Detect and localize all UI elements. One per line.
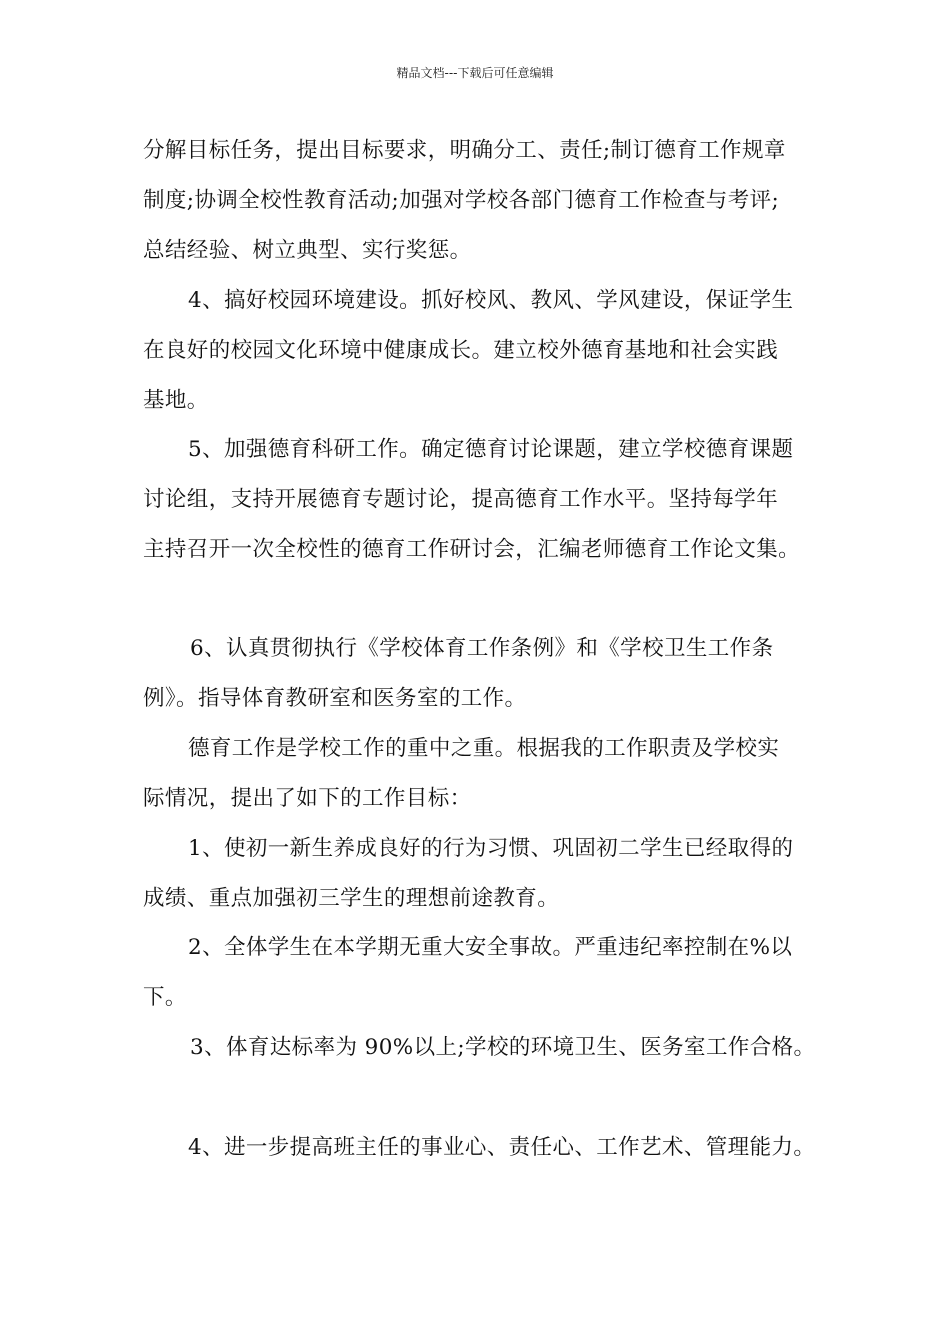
body-text-line: 际情况，提出了如下的工作目标： [143,786,472,811]
body-text-line: 制度;协调全校性教育活动;加强对学校各部门德育工作检查与考评; [143,188,780,213]
body-text-line: 5、加强德育科研工作。确定德育讨论课题，建立学校德育课题 [188,437,794,462]
body-text-line: 成绩、重点加强初三学生的理想前途教育。 [143,886,560,911]
page-header: 精品文档---下载后可任意编辑 [396,66,554,80]
body-text-line: 总结经验、树立典型、实行奖惩。 [143,238,472,263]
body-text-line: 基地。 [143,388,209,413]
body-text-line: 3、体育达标率为 90%以上;学校的环境卫生、医务室工作合格。 [190,1035,816,1060]
body-text-line: 讨论组，支持开展德育专题讨论，提高德育工作水平。坚持每学年 [143,487,779,512]
body-text-line: 分解目标任务，提出目标要求，明确分工、责任;制订德育工作规章 [143,138,786,163]
body-text-line: 2、全体学生在本学期无重大安全事故。严重违纪率控制在%以 [188,935,793,960]
body-text-line: 1、使初一新生养成良好的行为习惯、巩固初二学生已经取得的 [188,836,794,861]
body-text-line: 4、进一步提高班主任的事业心、责任心、工作艺术、管理能力。 [188,1135,816,1160]
body-text-line: 6、认真贯彻执行《学校体育工作条例》和《学校卫生工作条 [190,636,774,661]
body-text-line: 下。 [143,985,187,1010]
body-text-line: 4、搞好校园环境建设。抓好校风、教风、学风建设，保证学生 [188,288,794,313]
body-text-line: 主持召开一次全校性的德育工作研讨会，汇编老师德育工作论文集。 [143,537,801,562]
body-text-line: 德育工作是学校工作的重中之重。根据我的工作职责及学校实 [188,736,780,761]
body-text-line: 在良好的校园文化环境中健康成长。建立校外德育基地和社会实践 [143,338,779,363]
body-text-line: 例》。指导体育教研室和医务室的工作。 [143,686,527,711]
